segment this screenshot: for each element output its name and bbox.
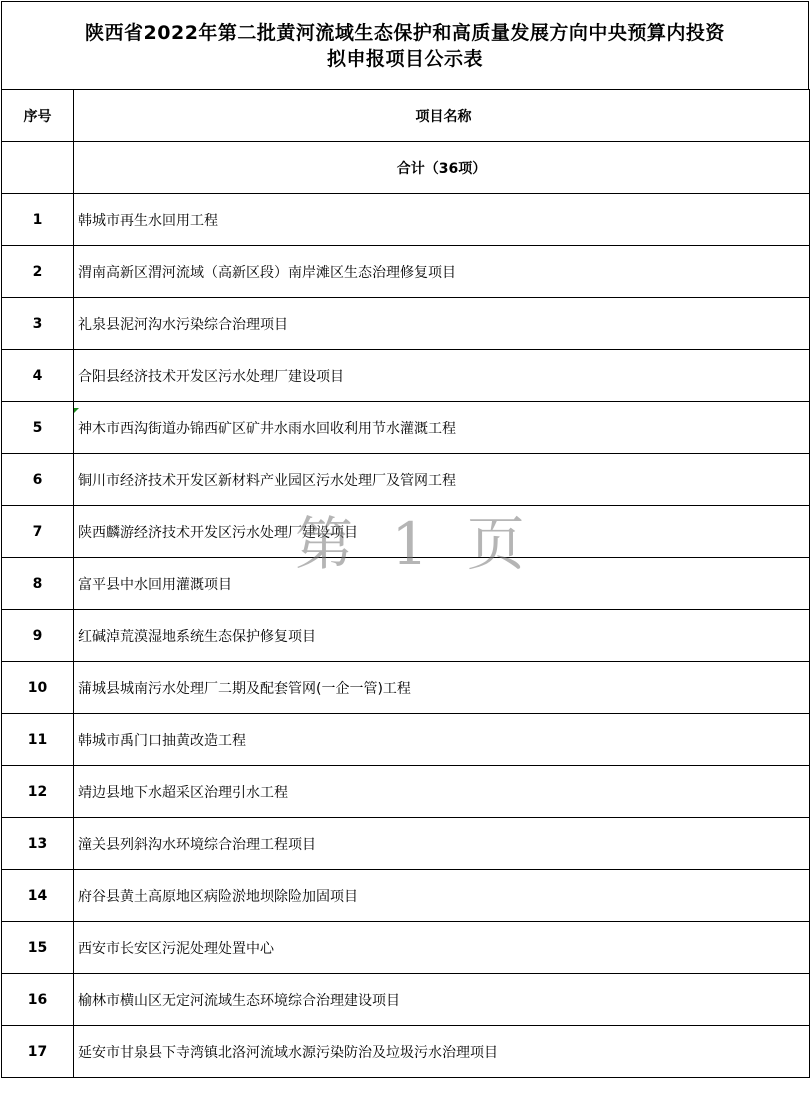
table-row	[2, 974, 810, 1026]
row-project-name: 府谷县黄土高原地区病险淤地坝除险加固项目	[74, 870, 810, 922]
row-project-name: 靖边县地下水超采区治理引水工程	[74, 766, 810, 818]
table-row	[2, 818, 810, 870]
row-seq: 3	[2, 298, 74, 350]
row-project-name: 合阳县经济技术开发区污水处理厂建设项目	[74, 350, 810, 402]
row-seq: 4	[2, 350, 74, 402]
row-seq: 5	[2, 402, 74, 454]
row-project-name: 韩城市再生水回用工程	[74, 194, 810, 246]
row-seq: 8	[2, 558, 74, 610]
table-row	[2, 870, 810, 922]
header-name: 项目名称	[74, 90, 810, 142]
row-seq: 17	[2, 1026, 74, 1078]
table-row	[2, 610, 810, 662]
table-row	[2, 454, 810, 506]
row-seq: 6	[2, 454, 74, 506]
row-seq: 2	[2, 246, 74, 298]
row-project-name: 韩城市禹门口抽黄改造工程	[74, 714, 810, 766]
table-row	[2, 194, 810, 246]
row-project-name: 蒲城县城南污水处理厂二期及配套管网(一企一管)工程	[74, 662, 810, 714]
row-seq: 14	[2, 870, 74, 922]
row-project-name: 铜川市经济技术开发区新材料产业园区污水处理厂及管网工程	[74, 454, 810, 506]
row-project-name: 榆林市横山区无定河流域生态环境综合治理建设项目	[74, 974, 810, 1026]
table-row	[2, 558, 810, 610]
table-row	[2, 246, 810, 298]
row-project-name: 神木市西沟街道办锦西矿区矿井水雨水回收利用节水灌溉工程	[74, 402, 810, 454]
table-row	[2, 1026, 810, 1078]
table-row	[2, 402, 810, 454]
row-seq: 13	[2, 818, 74, 870]
table-row	[2, 662, 810, 714]
row-seq: 15	[2, 922, 74, 974]
document-title-line-2: 拟申报项目公示表	[326, 47, 483, 70]
total-row	[2, 142, 810, 194]
row-seq: 1	[2, 194, 74, 246]
total-label: 合计（36项）	[74, 142, 810, 194]
row-seq: 12	[2, 766, 74, 818]
table-row	[2, 766, 810, 818]
table-header-row	[2, 90, 810, 142]
row-project-name: 礼泉县泥河沟水污染综合治理项目	[74, 298, 810, 350]
row-seq: 10	[2, 662, 74, 714]
total-seq-cell	[2, 142, 74, 194]
row-project-name: 西安市长安区污泥处理处置中心	[74, 922, 810, 974]
row-project-name: 红碱淖荒漠湿地系统生态保护修复项目	[74, 610, 810, 662]
row-project-name: 富平县中水回用灌溉项目	[74, 558, 810, 610]
table-row	[2, 922, 810, 974]
header-seq: 序号	[2, 90, 74, 142]
document-title-line-1: 陕西省2022年第二批黄河流域生态保护和高质量发展方向中央预算内投资	[85, 21, 725, 44]
title-box	[1, 1, 809, 89]
row-seq: 16	[2, 974, 74, 1026]
table-row	[2, 298, 810, 350]
row-project-name: 潼关县列斜沟水环境综合治理工程项目	[74, 818, 810, 870]
row-seq: 7	[2, 506, 74, 558]
cell-comment-marker	[74, 408, 79, 413]
row-seq: 9	[2, 610, 74, 662]
row-seq: 11	[2, 714, 74, 766]
table-row	[2, 350, 810, 402]
table-row	[2, 714, 810, 766]
page-watermark: 第 1 页	[295, 510, 535, 578]
row-project-name: 陕西麟游经济技术开发区污水处理厂建设项目	[74, 506, 810, 558]
project-table	[1, 89, 810, 1078]
table-row	[2, 506, 810, 558]
row-project-name: 延安市甘泉县下寺湾镇北洛河流域水源污染防治及垃圾污水治理项目	[74, 1026, 810, 1078]
row-project-name: 渭南高新区渭河流域（高新区段）南岸滩区生态治理修复项目	[74, 246, 810, 298]
